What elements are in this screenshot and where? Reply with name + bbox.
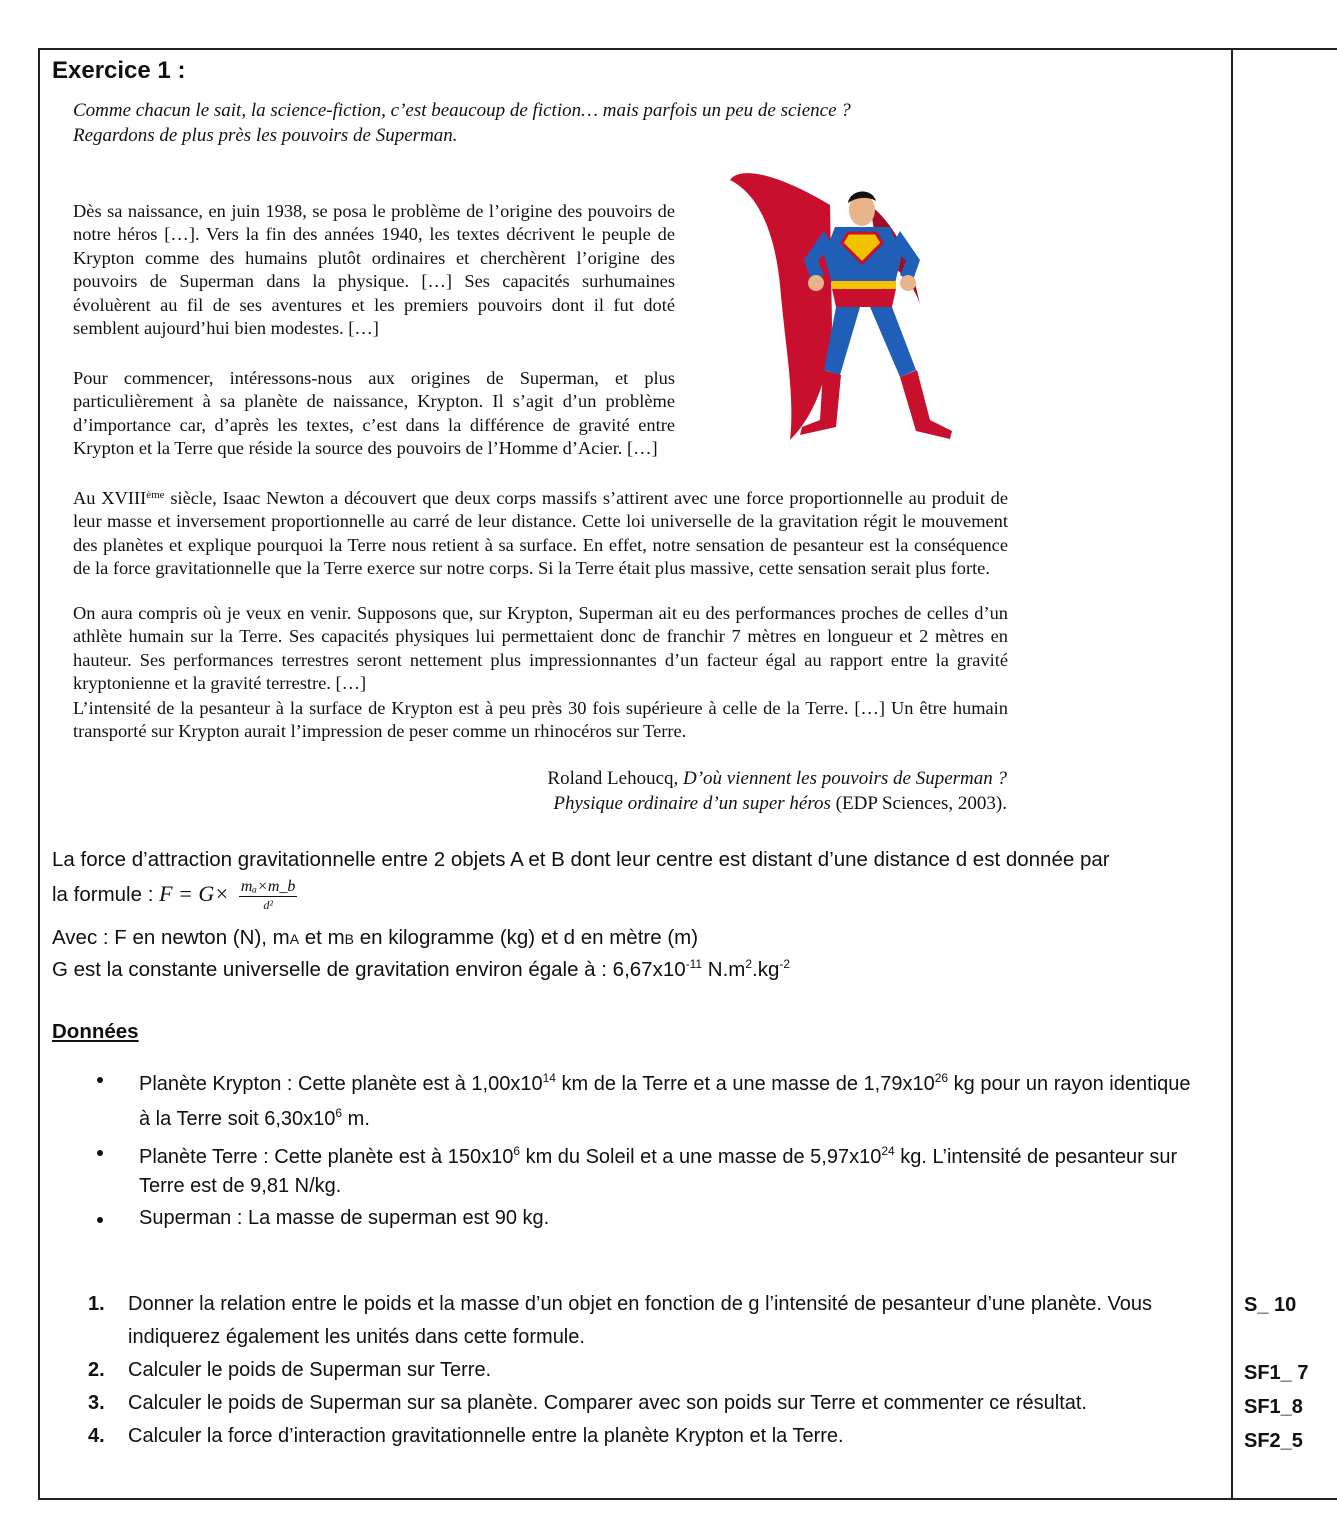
intro — [73, 98, 851, 148]
terre-exp2: 24 — [881, 1144, 895, 1158]
article-paragraph-3 — [73, 484, 1008, 581]
terre-a: Planète Terre : Cette planète est à 150x10 — [139, 1146, 514, 1168]
formula-denominator: d² — [263, 898, 273, 912]
question-3 — [88, 1387, 1208, 1420]
question-number: 3. — [88, 1392, 105, 1414]
formula-line — [52, 878, 297, 913]
skill-code-4: SF2_5 — [1244, 1430, 1303, 1452]
formula-lhs: F = G× — [159, 880, 230, 906]
terre-b: km du Soleil et a une masse de 5,97x10 — [520, 1146, 882, 1168]
article-paragraph-1: Dès sa naissance, en juin 1938, se posa le problème de l’origine des pouvoirs de notre héros […]. Vers la fin des années 1940, les textes décrivent le peuple de Krypton comme des humains plutôt ordinaires et cherchèrent l’origine des pouvoirs de Superman dans la physique. […] Ses capacités surhumaines évoluèrent au fil de ses aventures et les premiers pouvoirs dont il fut doté semblent aujourd’hui bien modestes. […] — [73, 201, 675, 339]
formula-fraction — [239, 878, 298, 913]
para3-prefix: Au XVIII — [73, 488, 147, 508]
krypton-exp2: 26 — [934, 1071, 949, 1085]
superman-illustration — [720, 165, 980, 455]
units-sub-b: B — [344, 931, 354, 947]
data-list — [97, 1064, 1207, 1236]
question-text: Calculer le poids de Superman sur Terre. — [128, 1359, 492, 1381]
krypton-b: km de la Terre et a une masse de 1,79x10 — [555, 1073, 935, 1095]
data-heading: Données — [52, 1020, 139, 1043]
exercise-title: Exercice 1 : — [52, 57, 186, 84]
list-item — [97, 1064, 1207, 1134]
para3-sup: ème — [146, 489, 165, 501]
g-unit-exp1: 2 — [745, 957, 753, 971]
superman-mass: Superman : La masse de superman est 90 kg. — [139, 1207, 550, 1229]
questions-list — [88, 1288, 1208, 1453]
krypton-a: Planète Krypton : Cette planète est à 1,00x10 — [139, 1073, 543, 1095]
source-credit — [547, 766, 1007, 816]
formula-intro: La force d’attraction gravitationnelle entre 2 objets A et B dont leur centre est distant d’une distance d est donnée par — [52, 848, 1110, 871]
krypton-c: kg pour un rayon identique à la Terre soit 6,30x10 — [139, 1073, 1191, 1130]
question-number: 4. — [88, 1425, 105, 1447]
units-b: et m — [299, 926, 345, 949]
article-paragraph-2: Pour commencer, intéressons-nous aux origines de Superman, et plus particulièrement à sa planète de naissance, Krypton. Il s’agit d’un problème d’importance car, d’après les textes, c’est dans la différence de gravité entre Krypton et la Terre que réside la source des pouvoirs de l’Homme d’Acier. […] — [73, 368, 675, 459]
skill-code-1: S_ 10 — [1244, 1294, 1297, 1316]
credit-subtitle: Physique ordinaire d’un super héros — [553, 793, 831, 814]
article-paragraph-5: L’intensité de la pesanteur à la surface de Krypton est à peu près 30 fois supérieure à celle de la Terre. […] Un être humain transporté sur Krypton aurait l’impression de peser comme un rhinocéros sur Terre. — [73, 698, 1008, 742]
krypton-exp3: 6 — [335, 1106, 343, 1120]
terre-exp1: 6 — [513, 1144, 521, 1158]
g-unit-b: .kg — [752, 958, 780, 981]
column-divider — [1231, 48, 1233, 1500]
units-sub-a: A — [289, 931, 300, 947]
article-paragraph-4: On aura compris où je veux en venir. Supposons que, sur Krypton, Superman ait eu des performances proches de celles d’un athlète humain sur la Terre. Ses capacités physiques lui permettaient donc de franchir 7 mètres en longueur et 2 mètres en hauteur. Ses performances terrestres seront nettement plus impressionnantes d’un facteur égal au rapport entre la gravité kryptonienne et la gravité terrestre. […] — [73, 603, 1008, 694]
list-item — [97, 1137, 1207, 1201]
units-line — [52, 926, 698, 950]
skill-code-2: SF1_ 7 — [1244, 1362, 1309, 1384]
question-1 — [88, 1288, 1208, 1354]
para3-rest: siècle, Isaac Newton a découvert que deux corps massifs s’attirent avec une force proportionnelle au produit de leur masse et inversement proportionnelle au carré de leur distance. Cette loi universelle de la gravitation régit le mouvement des planètes et explique pourquoi la Terre nous retient à sa surface. En effet, notre sensation de pesanteur est la conséquence de la force gravitationnelle que la Terre exerce sur notre corps. Si la Terre était plus massive, cette sensation serait plus forte. — [73, 488, 1008, 579]
krypton-exp1: 14 — [542, 1071, 556, 1085]
credit-title: D’où viennent les pouvoirs de Superman ? — [683, 768, 1007, 789]
skill-code-3: SF1_8 — [1244, 1396, 1303, 1418]
question-text: Calculer le poids de Superman sur sa planète. Comparer avec son poids sur Terre et commenter ce résultat. — [128, 1392, 1087, 1414]
g-unit-exp2: -2 — [779, 957, 791, 971]
question-number: 2. — [88, 1359, 105, 1381]
krypton-d: m. — [342, 1108, 370, 1130]
formula-numerator: mₐ×m_b — [240, 878, 296, 895]
formula-prefix: la formule : — [52, 882, 160, 906]
intro-line-2: Regardons de plus près les pouvoirs de Superman. — [73, 125, 458, 146]
gravitation-constant-line — [52, 957, 790, 982]
list-item — [97, 1204, 1207, 1233]
question-4 — [88, 1420, 1208, 1453]
question-number: 1. — [88, 1293, 105, 1315]
units-c: en kilogramme (kg) et d en mètre (m) — [354, 926, 699, 949]
terre-c: kg. L’intensité de pesanteur sur Terre est de 9,81 N/kg. — [139, 1146, 1178, 1197]
intro-line-1: Comme chacun le sait, la science-fiction, c’est beaucoup de fiction… mais parfois un peu de science ? — [73, 100, 851, 121]
credit-publisher: (EDP Sciences, 2003). — [830, 793, 1007, 814]
g-exp: -11 — [685, 957, 703, 971]
g-unit-a: N.m — [702, 958, 746, 981]
credit-author: Roland Lehoucq, — [547, 768, 683, 789]
units-a: Avec : F en newton (N), m — [52, 926, 290, 949]
question-text: Donner la relation entre le poids et la masse d’un objet en fonction de g l’intensité de pesanteur d’une planète. Vous indiquerez également les unités dans cette formule. — [128, 1293, 1153, 1348]
g-text: G est la constante universelle de gravitation environ égale à : 6,67x10 — [52, 958, 686, 981]
question-text: Calculer la force d’interaction gravitationnelle entre la planète Krypton et la Terre. — [128, 1425, 844, 1447]
question-2 — [88, 1354, 1208, 1387]
